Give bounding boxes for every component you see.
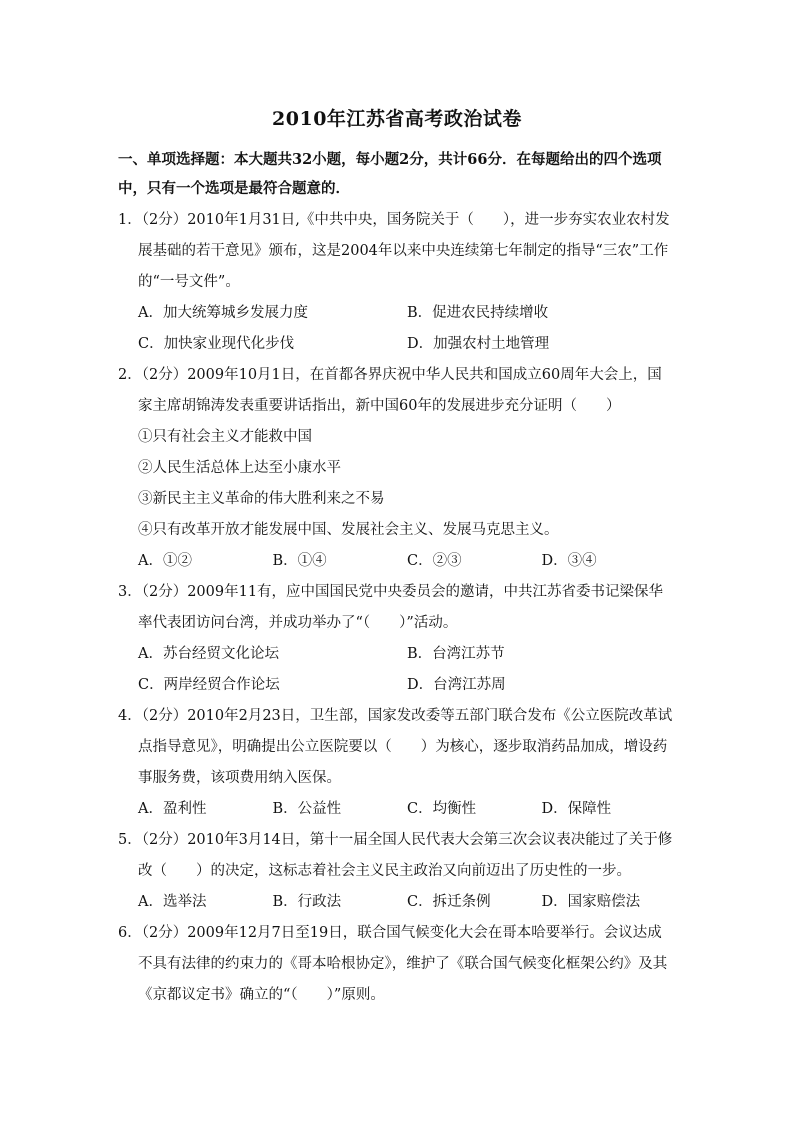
option-d: D．台湾江苏周 bbox=[407, 677, 506, 693]
statement-3: ③新民主主义革命的伟大胜利来之不易 bbox=[138, 491, 385, 507]
question-1 bbox=[118, 205, 676, 360]
options bbox=[118, 887, 676, 918]
statement-1: ①只有社会主义才能救中国 bbox=[138, 429, 312, 445]
option-b: B．台湾江苏节 bbox=[407, 646, 505, 662]
option-c: C．拆迁条例 bbox=[407, 894, 491, 910]
option-b: B．①④ bbox=[272, 553, 327, 569]
option-c: C．②③ bbox=[407, 553, 462, 569]
options bbox=[118, 298, 676, 360]
option-b: B．行政法 bbox=[272, 894, 342, 910]
question-6 bbox=[118, 918, 676, 1011]
question-3 bbox=[118, 577, 676, 701]
options bbox=[118, 639, 676, 701]
question-stem: 2．（2分）2009年10月1日，在首都各界庆祝中华人民共和国成立60周年大会上，国家主席胡锦涛发表重要讲话指出，新中国60年的发展进步充分证明（ ） bbox=[118, 367, 662, 414]
question-stem: 1．（2分）2010年1月31日,《中共中央，国务院关于（ ），进一步夯实农业农村发展基础的若干意见》颁布，这是2004年以来中央连续第七年制定的指导“三农”工作的“一号文件”。 bbox=[118, 212, 670, 290]
statement-2: ②人民生活总体上达至小康水平 bbox=[138, 460, 341, 476]
question-stem: 6．（2分）2009年12月7日至19日，联合国气候变化大会在哥本哈要举行。会议达成不具有法律的约束力的《哥本哈根协定》，维护了《联合国气候变化框架公约》及其《京都议定书》确立的“（ ）”原则。 bbox=[118, 925, 668, 1003]
option-c: C．加快家业现代化步伐 bbox=[138, 336, 295, 352]
question-stem: 3．（2分）2009年11有，应中国国民党中央委员会的邀请，中共江苏省委书记梁保华率代表团访问台湾，并成功举办了“（ ）”活动。 bbox=[118, 584, 664, 631]
option-d: D．保障性 bbox=[541, 801, 612, 817]
question-stem: 5．（2分）2010年3月14日，第十一届全国人民代表大会第三次会议表决能过了关于修改（ ）的决定，这标志着社会主义民主政治又向前迈出了历史性的一步。 bbox=[118, 832, 673, 879]
option-a: A．苏台经贸文化论坛 bbox=[138, 646, 279, 662]
question-stem: 4．（2分）2010年2月23日，卫生部，国家发改委等五部门联合发布《公立医院改革试点指导意见》，明确提出公立医院要以（ ）为核心，逐步取消药品加成，增设药事服务费，该项费用纳入医保。 bbox=[118, 708, 673, 786]
option-d: D．国家赔偿法 bbox=[541, 894, 641, 910]
option-c: C．均衡性 bbox=[407, 801, 477, 817]
question-2 bbox=[118, 360, 676, 577]
question-4 bbox=[118, 701, 676, 825]
option-c: C．两岸经贸合作论坛 bbox=[138, 677, 280, 693]
option-a: A．①② bbox=[138, 553, 192, 569]
option-b: B．公益性 bbox=[272, 801, 342, 817]
option-a: A．选举法 bbox=[138, 894, 207, 910]
option-a: A．加大统筹城乡发展力度 bbox=[138, 305, 308, 321]
question-5 bbox=[118, 825, 676, 918]
option-d: D．加强农村土地管理 bbox=[407, 336, 550, 352]
option-d: D．③④ bbox=[541, 553, 597, 569]
options bbox=[118, 794, 676, 825]
page-title: 2010年江苏省高考政治试卷 bbox=[272, 108, 522, 130]
statement-4: ④只有改革开放才能发展中国、发展社会主义、发展马克思主义。 bbox=[138, 522, 559, 538]
section-header: 一、单项选择题：本大题共32小题，每小题2分，共计66分．在每题给出的四个选项中，只有一个选项是最符合题意的． bbox=[118, 151, 662, 197]
option-a: A．盈利性 bbox=[138, 801, 207, 817]
option-b: B．促进农民持续增收 bbox=[407, 305, 549, 321]
options bbox=[118, 546, 676, 577]
